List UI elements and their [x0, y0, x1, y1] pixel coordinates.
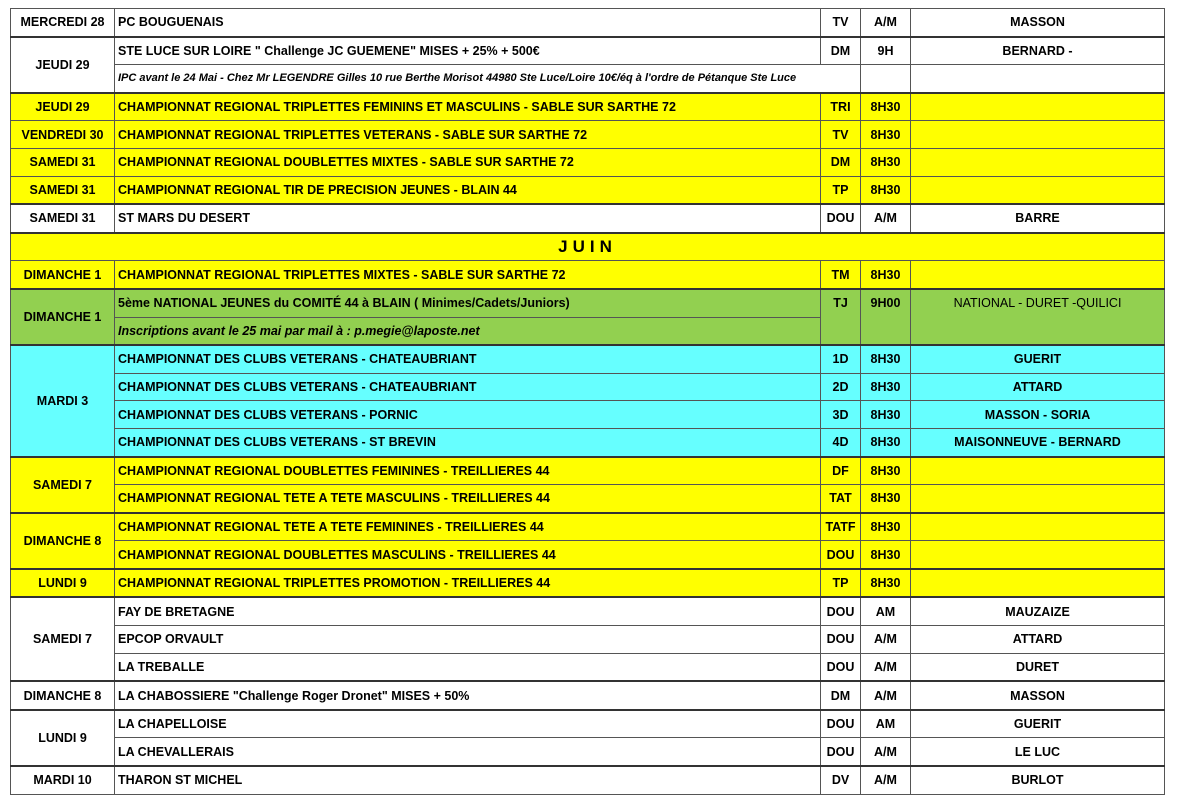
code-cell: DOU	[821, 710, 861, 738]
time-cell: 8H30	[861, 93, 911, 121]
table-row	[11, 65, 1165, 93]
day-cell: MARDI 3	[11, 345, 115, 456]
day-cell: SAMEDI 31	[11, 204, 115, 233]
code-cell: 2D	[821, 373, 861, 401]
day-cell: JEUDI 29	[11, 37, 115, 93]
day-cell: SAMEDI 7	[11, 597, 115, 681]
table-row	[11, 9, 1165, 37]
event-cell: CHAMPIONNAT DES CLUBS VETERANS - CHATEAUBRIANT	[115, 345, 821, 373]
responsible-cell: GUERIT	[911, 345, 1165, 373]
responsible-cell	[911, 121, 1165, 149]
day-cell: VENDREDI 30	[11, 121, 115, 149]
code-cell: 1D	[821, 345, 861, 373]
responsible-cell: MASSON	[911, 9, 1165, 37]
responsible-cell	[911, 485, 1165, 513]
time-cell: 8H30	[861, 148, 911, 176]
code-cell: DOU	[821, 738, 861, 766]
month-heading: JUIN	[11, 233, 1165, 261]
code-cell: TRI	[821, 93, 861, 121]
code-cell: TP	[821, 569, 861, 598]
code-cell: TV	[821, 121, 861, 149]
responsible-cell	[911, 513, 1165, 541]
time-cell: 8H30	[861, 401, 911, 429]
table-row	[11, 681, 1165, 710]
table-row	[11, 148, 1165, 176]
day-cell: DIMANCHE 1	[11, 261, 115, 289]
code-cell: TV	[821, 9, 861, 37]
table-row	[11, 204, 1165, 233]
code-cell: DM	[821, 148, 861, 176]
responsible-cell: MAISONNEUVE - BERNARD	[911, 428, 1165, 456]
code-cell: DV	[821, 766, 861, 794]
day-cell: MARDI 10	[11, 766, 115, 794]
table-row	[11, 261, 1165, 289]
event-cell: LA CHEVALLERAIS	[115, 738, 821, 766]
event-cell: CHAMPIONNAT DES CLUBS VETERANS - PORNIC	[115, 401, 821, 429]
responsible-cell: MASSON	[911, 681, 1165, 710]
table-row	[11, 345, 1165, 373]
time-cell: 8H30	[861, 261, 911, 289]
month-row	[11, 233, 1165, 261]
time-cell: 8H30	[861, 345, 911, 373]
code-cell: DM	[821, 37, 861, 65]
responsible-cell	[911, 148, 1165, 176]
empty-cell	[911, 65, 1165, 93]
day-cell: MERCREDI 28	[11, 9, 115, 37]
event-cell: ST MARS DU DESERT	[115, 204, 821, 233]
time-cell: 8H30	[861, 373, 911, 401]
responsible-cell	[911, 457, 1165, 485]
day-cell: DIMANCHE 1	[11, 289, 115, 345]
code-cell: TJ	[821, 289, 861, 345]
event-cell: LA TREBALLE	[115, 653, 821, 681]
table-row	[11, 485, 1165, 513]
table-row	[11, 457, 1165, 485]
event-cell: STE LUCE SUR LOIRE " Challenge JC GUEMENE" MISES + 25% + 500€	[115, 37, 821, 65]
event-cell: FAY DE BRETAGNE	[115, 597, 821, 625]
day-cell: LUNDI 9	[11, 569, 115, 598]
table-row	[11, 121, 1165, 149]
table-row	[11, 710, 1165, 738]
day-cell: SAMEDI 31	[11, 176, 115, 204]
event-cell: CHAMPIONNAT DES CLUBS VETERANS - CHATEAUBRIANT	[115, 373, 821, 401]
event-cell: CHAMPIONNAT REGIONAL TRIPLETTES VETERANS - SABLE SUR SARTHE 72	[115, 121, 821, 149]
time-cell: A/M	[861, 9, 911, 37]
table-row	[11, 401, 1165, 429]
time-cell: AM	[861, 710, 911, 738]
responsible-cell: MAUZAIZE	[911, 597, 1165, 625]
time-cell: AM	[861, 597, 911, 625]
responsible-cell: GUERIT	[911, 710, 1165, 738]
responsible-cell	[911, 569, 1165, 598]
time-cell: 8H30	[861, 121, 911, 149]
responsible-cell: BARRE	[911, 204, 1165, 233]
table-row	[11, 93, 1165, 121]
responsible-cell: DURET	[911, 653, 1165, 681]
table-row	[11, 513, 1165, 541]
time-cell: A/M	[861, 738, 911, 766]
code-cell: DOU	[821, 653, 861, 681]
time-cell: A/M	[861, 204, 911, 233]
code-cell: TATF	[821, 513, 861, 541]
event-cell: CHAMPIONNAT REGIONAL TRIPLETTES MIXTES - SABLE SUR SARTHE 72	[115, 261, 821, 289]
time-cell: 8H30	[861, 457, 911, 485]
event-cell: CHAMPIONNAT REGIONAL TETE A TETE FEMININES - TREILLIERES 44	[115, 513, 821, 541]
responsible-cell: BURLOT	[911, 766, 1165, 794]
event-cell: CHAMPIONNAT REGIONAL DOUBLETTES FEMININES - TREILLIERES 44	[115, 457, 821, 485]
event-cell: CHAMPIONNAT REGIONAL DOUBLETTES MASCULINS - TREILLIERES 44	[115, 541, 821, 569]
table-row	[11, 597, 1165, 625]
event-cell: CHAMPIONNAT REGIONAL TRIPLETTES FEMININS ET MASCULINS - SABLE SUR SARTHE 72	[115, 93, 821, 121]
code-cell: TAT	[821, 485, 861, 513]
day-cell: LUNDI 9	[11, 710, 115, 766]
code-cell: TP	[821, 176, 861, 204]
code-cell: DOU	[821, 541, 861, 569]
time-cell: 8H30	[861, 176, 911, 204]
responsible-cell: LE LUC	[911, 738, 1165, 766]
day-cell: SAMEDI 7	[11, 457, 115, 513]
event-cell: CHAMPIONNAT REGIONAL TIR DE PRECISION JEUNES - BLAIN 44	[115, 176, 821, 204]
responsible-cell	[911, 541, 1165, 569]
code-cell: DOU	[821, 626, 861, 654]
code-cell: DOU	[821, 204, 861, 233]
time-cell: 8H30	[861, 541, 911, 569]
note-cell: IPC avant le 24 Mai - Chez Mr LEGENDRE Gilles 10 rue Berthe Morisot 44980 Ste Luce/Loire 10€/éq à l'ordre de Pétanque Ste Luce	[115, 65, 861, 93]
responsible-cell	[911, 176, 1165, 204]
code-cell: TM	[821, 261, 861, 289]
responsible-cell: NATIONAL - DURET -QUILICI	[911, 289, 1165, 345]
table-row	[11, 569, 1165, 598]
table-row	[11, 176, 1165, 204]
empty-cell	[861, 65, 911, 93]
code-cell: 4D	[821, 428, 861, 456]
time-cell: 8H30	[861, 428, 911, 456]
time-cell: A/M	[861, 766, 911, 794]
day-cell: SAMEDI 31	[11, 148, 115, 176]
code-cell: DOU	[821, 597, 861, 625]
table-row	[11, 738, 1165, 766]
event-cell: 5ème NATIONAL JEUNES du COMITÉ 44 à BLAIN ( Minimes/Cadets/Juniors)	[115, 289, 821, 317]
table-row	[11, 653, 1165, 681]
code-cell: DF	[821, 457, 861, 485]
time-cell: A/M	[861, 681, 911, 710]
event-cell: PC BOUGUENAIS	[115, 9, 821, 37]
table-row	[11, 37, 1165, 65]
time-cell: 8H30	[861, 485, 911, 513]
day-cell: DIMANCHE 8	[11, 681, 115, 710]
event-cell: CHAMPIONNAT REGIONAL TRIPLETTES PROMOTION - TREILLIERES 44	[115, 569, 821, 598]
responsible-cell: BERNARD -	[911, 37, 1165, 65]
table-row	[11, 373, 1165, 401]
table-row	[11, 428, 1165, 456]
event-cell: EPCOP ORVAULT	[115, 626, 821, 654]
time-cell: 8H30	[861, 569, 911, 598]
responsible-cell	[911, 93, 1165, 121]
event-cell: THARON ST MICHEL	[115, 766, 821, 794]
day-cell: JEUDI 29	[11, 93, 115, 121]
event-cell: CHAMPIONNAT REGIONAL TETE A TETE MASCULINS - TREILLIERES 44	[115, 485, 821, 513]
time-cell: 9H00	[861, 289, 911, 345]
code-cell: DM	[821, 681, 861, 710]
responsible-cell	[911, 261, 1165, 289]
table-row	[11, 626, 1165, 654]
time-cell: 8H30	[861, 513, 911, 541]
responsible-cell: MASSON - SORIA	[911, 401, 1165, 429]
day-cell: DIMANCHE 8	[11, 513, 115, 569]
time-cell: 9H	[861, 37, 911, 65]
responsible-cell: ATTARD	[911, 626, 1165, 654]
event-cell: LA CHABOSSIERE "Challenge Roger Dronet" MISES + 50%	[115, 681, 821, 710]
table-row	[11, 766, 1165, 794]
table-row	[11, 541, 1165, 569]
event-cell: CHAMPIONNAT DES CLUBS VETERANS - ST BREVIN	[115, 428, 821, 456]
code-cell: 3D	[821, 401, 861, 429]
responsible-cell: ATTARD	[911, 373, 1165, 401]
table-row	[11, 289, 1165, 317]
note-cell: Inscriptions avant le 25 mai par mail à : p.megie@laposte.net	[115, 317, 821, 345]
time-cell: A/M	[861, 626, 911, 654]
event-cell: LA CHAPELLOISE	[115, 710, 821, 738]
event-cell: CHAMPIONNAT REGIONAL DOUBLETTES MIXTES - SABLE SUR SARTHE 72	[115, 148, 821, 176]
calendar-table	[10, 8, 1165, 795]
time-cell: A/M	[861, 653, 911, 681]
